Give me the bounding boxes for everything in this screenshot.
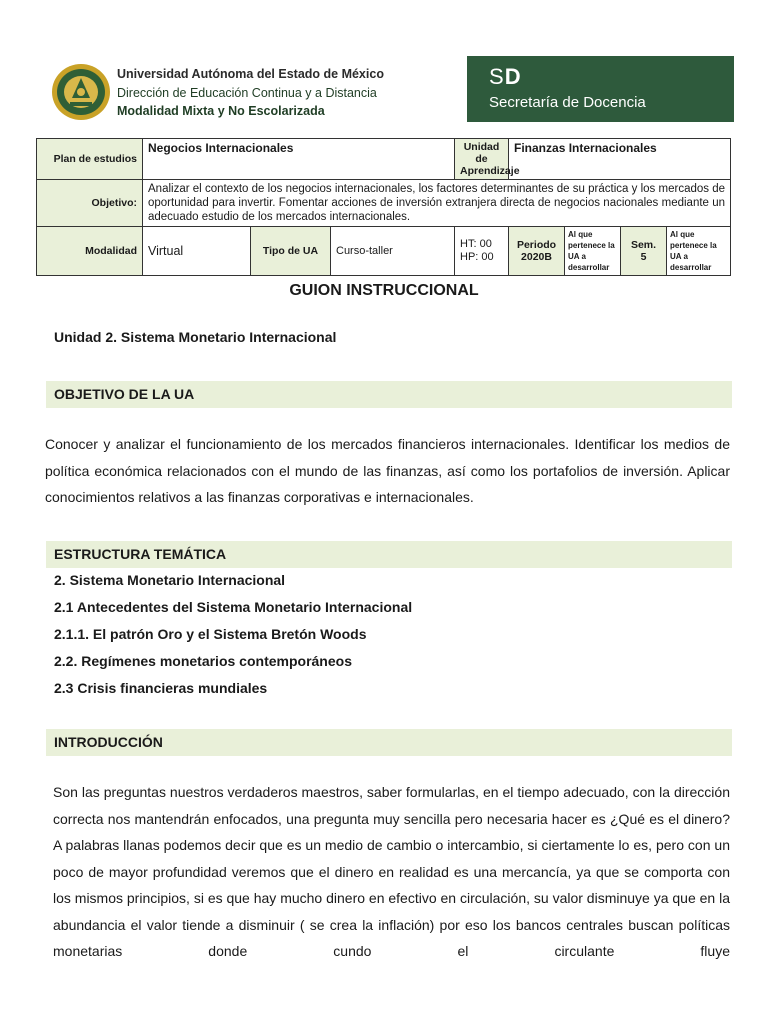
period-note: Al que pertenece la UA a desarrollar: [565, 227, 621, 276]
topic-item: 2.3 Crisis financieras mundiales: [54, 680, 268, 696]
topic-item: 2.1.1. El patrón Oro y el Sistema Bretón Woods: [54, 626, 367, 642]
unit-label: Unidad de Aprendizaje: [455, 139, 509, 180]
introduction-paragraph: Son las preguntas nuestros verdaderos maestros, saber formularlas, en el tiempo adecuado, con la dirección correcta nos mantendrán enfocados, una pregunta muy sencilla pero necesaria hacer es ¿Qué es el dinero? A palabras llanas podemos decir que es un medio de cambio o intercambio, si ciertamente lo es, pero con un poco de mayor profundidad veremos que el dinero en realidad es una mercancía, ya que se comporta con los mismos principios, si es que hay mucho dinero en efectivo en circulación, su valor disminuye ya que en la abundancia el valor tiende a disminuir ( se crea la inflación) por eso los bancos centrales buscan políticas monetarias donde cundo el circulante fluye: [53, 784, 731, 959]
period-cell: [509, 227, 565, 276]
course-info-table: [36, 138, 731, 276]
modality-label: Modalidad: [37, 227, 143, 276]
plan-label: Plan de estudios: [37, 139, 143, 180]
objective-value: Analizar el contexto de los negocios internacionales, los factores determinantes de su práctica y los mercados de oportunidad para invertir. Fomentar acciones de inversión extranjera directa de negocios nacionales mediante un adecuado estudio de los mercados internacionales.: [143, 180, 731, 227]
sem-cell: [621, 227, 667, 276]
ua-type-value: Curso-taller: [331, 227, 455, 276]
objective-section-band: [46, 381, 732, 408]
objective-label: Objetivo:: [37, 180, 143, 227]
topic-item: 2.2. Regímenes monetarios contemporáneos: [54, 653, 352, 669]
topic-list: [54, 567, 412, 702]
university-name: Universidad Autónoma del Estado de México: [117, 67, 384, 81]
secretaria-docencia-logo: [467, 56, 734, 122]
document-header: [0, 0, 768, 130]
modality-row: [37, 227, 731, 276]
ht-value: HT: 00: [460, 238, 492, 250]
objective-section-heading: OBJETIVO DE LA UA: [54, 386, 195, 402]
plan-row: [37, 139, 731, 180]
sem-note: Al que pertenece la UA a desarrollar: [667, 227, 731, 276]
sd-logo-suffix: D: [504, 64, 522, 89]
introduction-heading: INTRODUCCIÓN: [54, 734, 163, 750]
direction-name: Dirección de Educación Continua y a Distancia: [117, 86, 377, 100]
objective-paragraph: Conocer y analizar el funcionamiento de los mercados financieros internacionales. Identificar los medios de política económica relacionados con el mundo de las finanzas, así como los portafolios de inversión. Aplicar conocimientos relativos a las finanzas corporativas e internacionales.: [45, 436, 730, 505]
document-title: GUION INSTRUCCIONAL: [289, 282, 479, 299]
university-crest-icon: [50, 62, 112, 122]
plan-value: Negocios Internacionales: [143, 139, 455, 180]
sd-logo-mark: [489, 64, 522, 90]
structure-section-heading: ESTRUCTURA TEMÁTICA: [54, 546, 227, 562]
sd-logo-prefix: S: [489, 64, 505, 89]
objective-row: [37, 180, 731, 227]
structure-section-band: [46, 541, 732, 568]
introduction-section-band: [46, 729, 732, 756]
sd-name: Secretaría de Docencia: [489, 94, 646, 111]
ua-type-label: Tipo de UA: [251, 227, 331, 276]
modality-line: Modalidad Mixta y No Escolarizada: [117, 104, 325, 118]
topic-item: 2.1 Antecedentes del Sistema Monetario Internacional: [54, 599, 413, 615]
period-value: 2020B: [521, 251, 552, 263]
sem-value: 5: [640, 251, 647, 263]
unit-value: Finanzas Internacionales: [509, 139, 731, 180]
unit-heading: Unidad 2. Sistema Monetario Internacional: [54, 329, 337, 345]
topic-item: 2. Sistema Monetario Internacional: [54, 572, 286, 588]
modality-value: Virtual: [143, 227, 251, 276]
hours-cell: [455, 227, 509, 276]
sem-label: Sem.: [630, 239, 657, 251]
hp-value: HP: 00: [460, 251, 494, 263]
period-label: Periodo: [516, 239, 557, 251]
